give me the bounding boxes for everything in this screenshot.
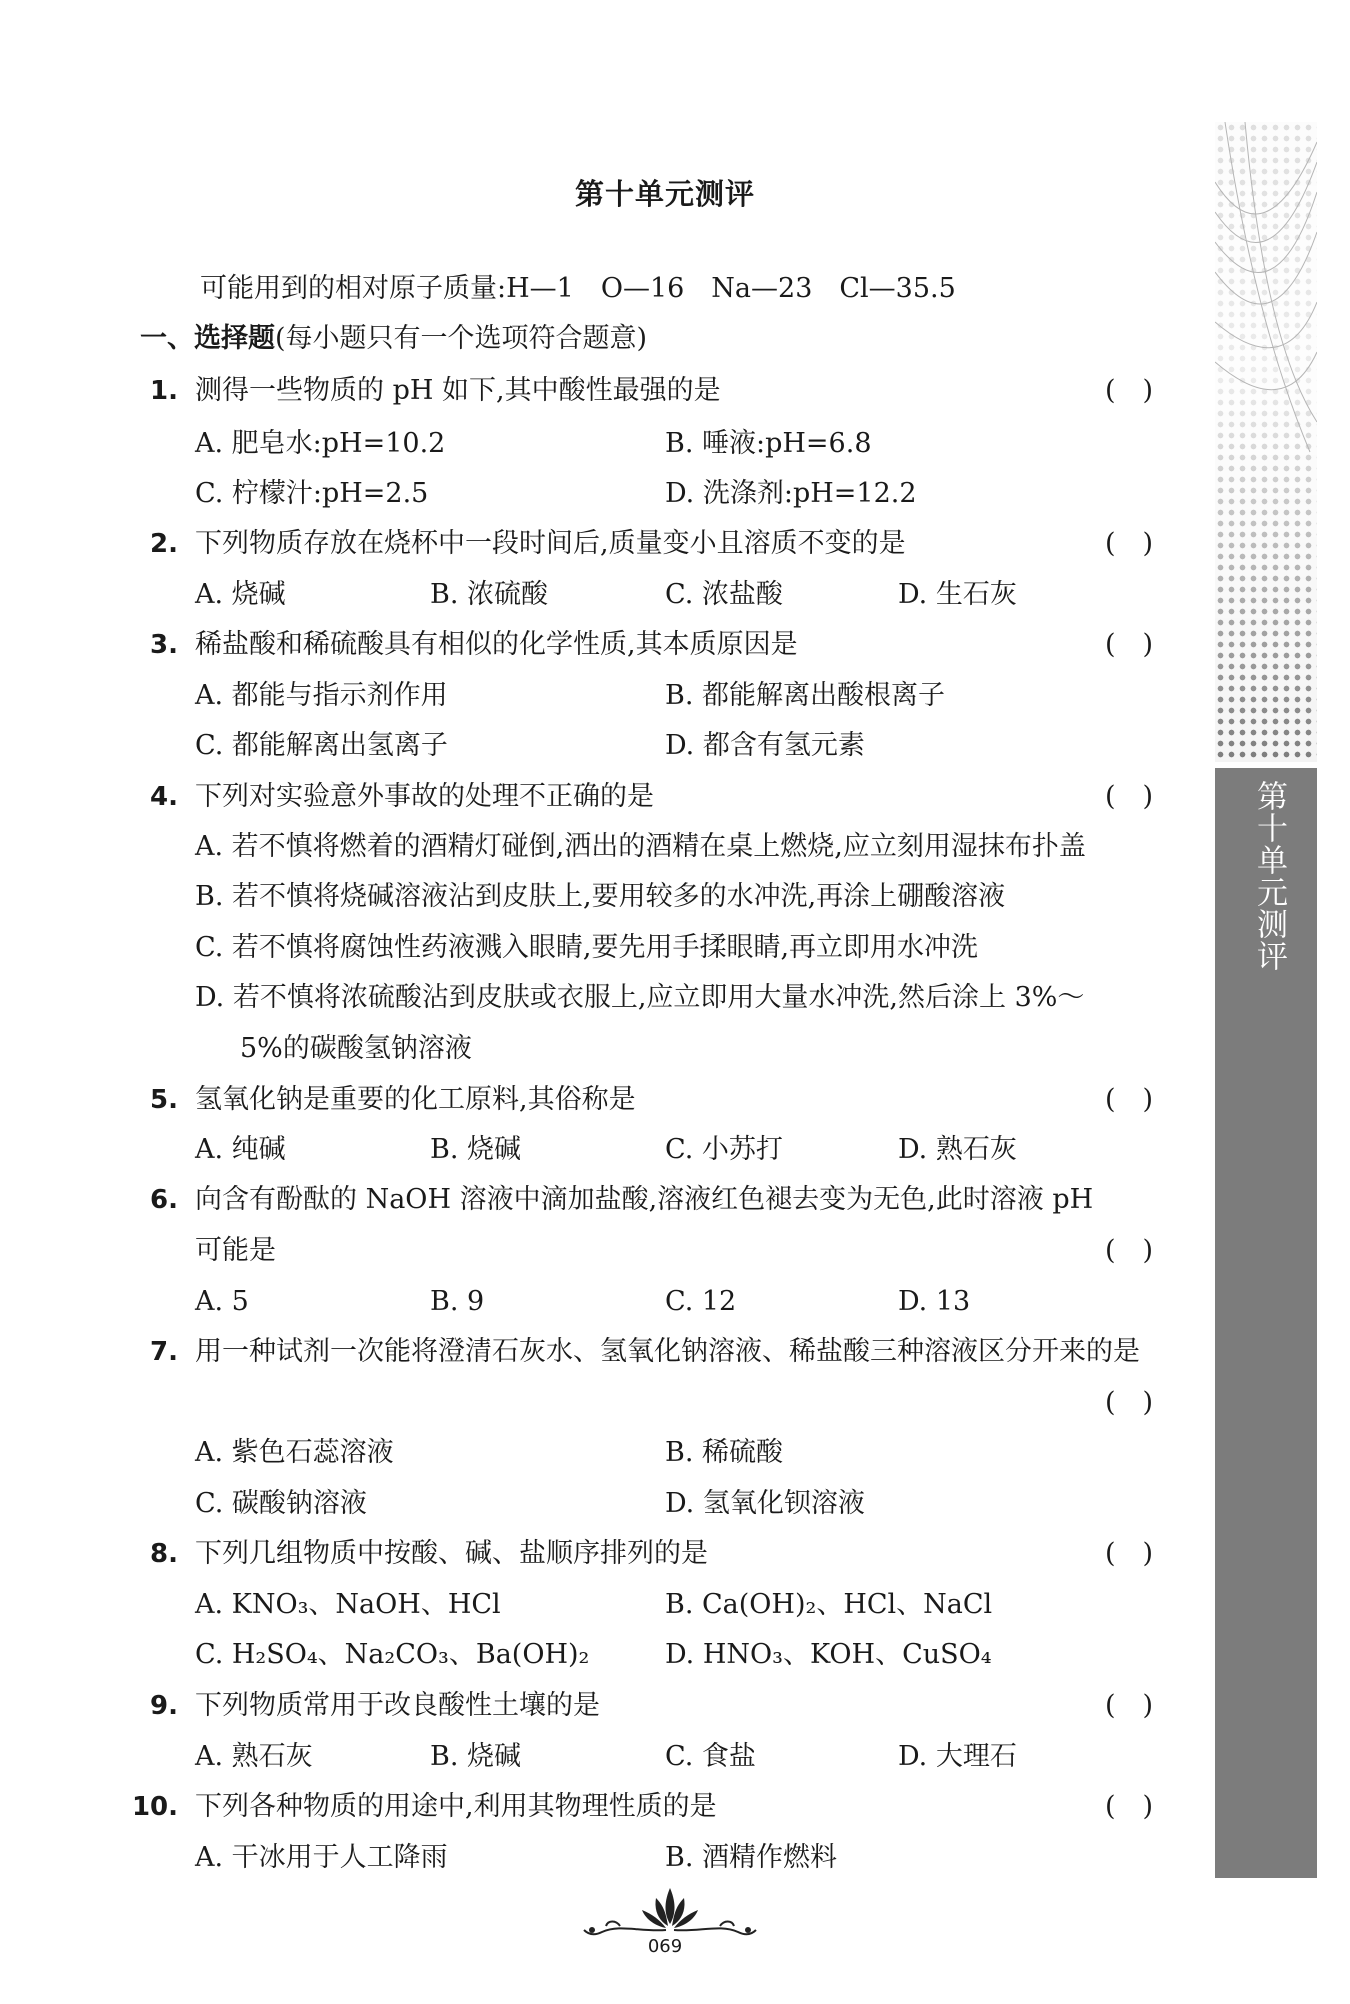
question-number: 9. xyxy=(150,1691,178,1721)
question-number: 7. xyxy=(150,1337,178,1367)
option-c: C. 都能解离出氢离子 xyxy=(195,730,448,761)
option-a: A. 干冰用于人工降雨 xyxy=(195,1842,448,1873)
option-d: D. 大理石 xyxy=(898,1741,1017,1772)
option-c: C. 食盐 xyxy=(665,1741,756,1772)
option-d: D. HNO₃、KOH、CuSO₄ xyxy=(665,1639,992,1670)
answer-bracket: ( ) xyxy=(1105,528,1154,559)
option-b: B. 若不慎将烧碱溶液沾到皮肤上,要用较多的水冲洗,再涂上硼酸溶液 xyxy=(195,881,1006,912)
option-a: A. 肥皂水:pH=10.2 xyxy=(195,428,446,459)
section-heading xyxy=(140,322,647,356)
option-d: D. 洗涤剂:pH=12.2 xyxy=(665,478,917,509)
option-d: D. 13 xyxy=(898,1286,971,1317)
option-d: D. 若不慎将浓硫酸沾到皮肤或衣服上,应立即用大量水冲洗,然后涂上 3%～ xyxy=(195,982,1085,1013)
option-b: B. 烧碱 xyxy=(430,1134,522,1165)
question-stem: 测得一些物质的 pH 如下,其中酸性最强的是 xyxy=(195,375,721,406)
answer-bracket: ( ) xyxy=(1105,1084,1154,1115)
option-b: B. 酒精作燃料 xyxy=(665,1842,838,1873)
option-b: B. 唾液:pH=6.8 xyxy=(665,428,872,459)
page-number: 069 xyxy=(647,1936,683,1957)
option-a: A. 若不慎将燃着的酒精灯碰倒,洒出的酒精在桌上燃烧,应立刻用湿抹布扑盖 xyxy=(195,831,1086,862)
answer-bracket: ( ) xyxy=(1105,629,1154,660)
option-d: D. 都含有氢元素 xyxy=(665,730,865,761)
option-d-continued: 5%的碳酸氢钠溶液 xyxy=(240,1033,472,1064)
answer-bracket: ( ) xyxy=(1105,781,1154,812)
option-b: B. 稀硫酸 xyxy=(665,1437,784,1468)
option-a: A. 都能与指示剂作用 xyxy=(195,680,448,711)
section-note: (每小题只有一个选项符合题意) xyxy=(275,323,648,354)
option-b: B. 都能解离出酸根离子 xyxy=(665,680,946,711)
option-b: B. 烧碱 xyxy=(430,1741,522,1772)
atomic-mass-line: 可能用到的相对原子质量:H—1 O—16 Na—23 Cl—35.5 xyxy=(200,273,956,304)
option-c: C. 12 xyxy=(665,1286,737,1317)
option-b: B. 9 xyxy=(430,1286,485,1317)
option-a: A. KNO₃、NaOH、HCl xyxy=(195,1589,501,1620)
answer-bracket: ( ) xyxy=(1105,1235,1154,1266)
option-a: A. 纯碱 xyxy=(195,1134,286,1165)
option-c: C. 碳酸钠溶液 xyxy=(195,1488,367,1519)
section-label: 一、选择题 xyxy=(140,323,275,354)
option-a: A. 5 xyxy=(195,1286,249,1317)
option-d: D. 生石灰 xyxy=(898,579,1017,610)
question-stem: 向含有酚酞的 NaOH 溶液中滴加盐酸,溶液红色褪去变为无色,此时溶液 pH xyxy=(195,1184,1094,1215)
option-a: A. 紫色石蕊溶液 xyxy=(195,1437,394,1468)
question-number: 5. xyxy=(150,1085,178,1115)
option-b: B. Ca(OH)₂、HCl、NaCl xyxy=(665,1589,993,1620)
question-number: 8. xyxy=(150,1539,178,1569)
question-stem-continued: 可能是 xyxy=(195,1235,276,1266)
question-number: 1. xyxy=(150,376,178,406)
option-d: D. 熟石灰 xyxy=(898,1134,1017,1165)
question-number: 6. xyxy=(150,1185,178,1215)
question-stem: 下列对实验意外事故的处理不正确的是 xyxy=(195,781,654,812)
question-number: 10. xyxy=(131,1792,178,1822)
answer-bracket: ( ) xyxy=(1105,1387,1154,1418)
question-stem: 下列物质常用于改良酸性土壤的是 xyxy=(195,1690,600,1721)
question-stem: 下列各种物质的用途中,利用其物理性质的是 xyxy=(195,1791,717,1822)
question-number: 3. xyxy=(150,630,178,660)
option-c: C. 若不慎将腐蚀性药液溅入眼睛,要先用手揉眼睛,再立即用水冲洗 xyxy=(195,932,979,963)
side-tab-label: 第十单元测评 xyxy=(1251,780,1287,972)
option-c: C. 柠檬汁:pH=2.5 xyxy=(195,478,429,509)
option-a: A. 熟石灰 xyxy=(195,1741,313,1772)
answer-bracket: ( ) xyxy=(1105,1538,1154,1569)
option-c: C. H₂SO₄、Na₂CO₃、Ba(OH)₂ xyxy=(195,1639,590,1670)
question-stem: 氢氧化钠是重要的化工原料,其俗称是 xyxy=(195,1084,636,1115)
question-stem: 用一种试剂一次能将澄清石灰水、氢氧化钠溶液、稀盐酸三种溶液区分开来的是 xyxy=(195,1336,1140,1367)
answer-bracket: ( ) xyxy=(1105,1690,1154,1721)
question-stem: 稀盐酸和稀硫酸具有相似的化学性质,其本质原因是 xyxy=(195,629,798,660)
answer-bracket: ( ) xyxy=(1105,1791,1154,1822)
answer-bracket: ( ) xyxy=(1105,375,1154,406)
question-number: 2. xyxy=(150,529,178,559)
question-stem: 下列几组物质中按酸、碱、盐顺序排列的是 xyxy=(195,1538,708,1569)
question-number: 4. xyxy=(150,782,178,812)
side-decorative-lines xyxy=(1215,122,1317,762)
question-stem: 下列物质存放在烧杯中一段时间后,质量变小且溶质不变的是 xyxy=(195,528,906,559)
option-b: B. 浓硫酸 xyxy=(430,579,549,610)
option-a: A. 烧碱 xyxy=(195,579,286,610)
page-title: 第十单元测评 xyxy=(574,177,755,211)
option-c: C. 小苏打 xyxy=(665,1134,783,1165)
option-d: D. 氢氧化钡溶液 xyxy=(665,1488,865,1519)
option-c: C. 浓盐酸 xyxy=(665,579,783,610)
